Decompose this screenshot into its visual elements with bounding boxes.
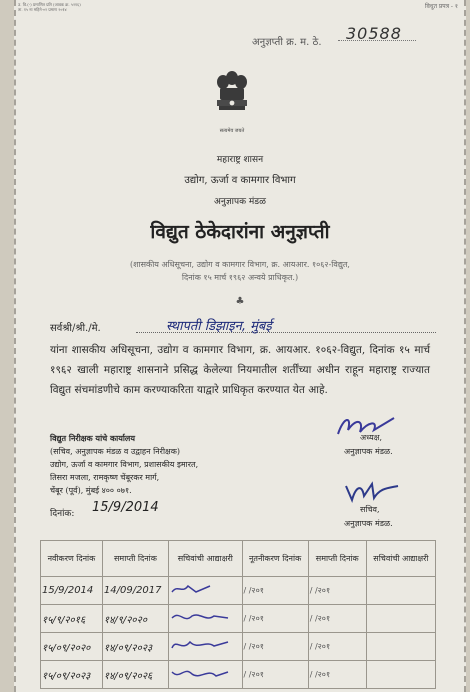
form-number: विधुत प्रपत्र - १ bbox=[424, 3, 458, 10]
initials-signature bbox=[170, 666, 230, 680]
secretary-initials-cell bbox=[169, 661, 242, 689]
top-left-note-line: ता. १५ ना महिने-०२ प्रमाण २०१४ bbox=[18, 7, 67, 12]
column-header: सचिवांची आद्याक्षरी bbox=[169, 541, 242, 577]
subtitle-line: (शासकीय अधिसूचना, उद्योग व कामगार विभाग, क्र. आयआर. १०६२-विद्युत, bbox=[130, 260, 350, 269]
date-label: दिनांक: bbox=[50, 509, 75, 519]
renewal-date-cell: / /२०१ bbox=[242, 661, 308, 689]
column-header: नूतनीकरण दिनांक bbox=[242, 541, 308, 577]
licensee-name: स्थापती डिझाइन, मुंबई bbox=[166, 319, 272, 334]
table-row bbox=[41, 577, 436, 605]
certificate-title: विद्युत ठेकेदारांना अनुज्ञप्ती bbox=[150, 221, 330, 243]
license-number-label: अनुज्ञप्ती क्र. म. ठे. bbox=[252, 37, 322, 48]
top-left-note bbox=[18, 2, 81, 12]
secretary-initials-cell bbox=[366, 633, 435, 661]
renewal-table bbox=[40, 540, 436, 689]
secretary-initials-cell bbox=[169, 577, 242, 605]
ornament-icon: ♣ bbox=[235, 296, 245, 307]
expiry-date-cell: / /२०१ bbox=[308, 633, 366, 661]
initials-signature bbox=[170, 610, 230, 624]
expiry-date-cell: / /२०१ bbox=[308, 661, 366, 689]
column-header: समाप्ती दिनांक bbox=[308, 541, 366, 577]
initials-signature bbox=[170, 638, 230, 652]
expiry-date-cell: / /२०१ bbox=[308, 577, 366, 605]
column-header: समाप्ती दिनांक bbox=[102, 541, 168, 577]
renewal-date-cell: १५/९/२०१६ bbox=[41, 605, 103, 633]
salutation: सर्वश्री/श्री./मे. bbox=[50, 323, 101, 334]
table-row bbox=[41, 605, 436, 633]
secretary-initials-cell bbox=[169, 605, 242, 633]
table-row bbox=[41, 633, 436, 661]
column-header: नवीकरण दिनांक bbox=[41, 541, 103, 577]
authorization-text: यांना शासकीय अधिसूचना, उद्योग व कामगार विभाग, क्र. आयआर. १०६२-विद्युत, दिनांक १५ मार्च १९६२ खाली महाराष्ट्र शासनाने प्रसिद्ध केलेल्या नियमातील शर्तींच्या अधीन राहून महाराष्ट्र राज्यात विद्युत संचमांडणीचे काम करण्याकरिता याद्वारे प्राधिकृत करण्यात येत आहे. bbox=[50, 344, 430, 396]
expiry-date-cell: १४/९/२०२० bbox=[102, 605, 168, 633]
top-left-note-line: उ. वि.(-) प्रमाणित प्रति (आवक क्र. ५२१६) bbox=[18, 2, 81, 7]
column-header: सचिवांची आद्याक्षरी bbox=[366, 541, 435, 577]
license-certificate bbox=[14, 0, 466, 692]
office-line: (सचिव, अनुज्ञापक मंडळ व उद्वाहन निरीक्षक) bbox=[50, 447, 181, 456]
renewal-date-cell: / /२०१ bbox=[242, 633, 308, 661]
office-address bbox=[50, 432, 198, 497]
board-name: अनुज्ञापक मंडळ bbox=[214, 197, 266, 207]
state-emblem-icon bbox=[212, 68, 252, 132]
secretary-title: सचिव, bbox=[360, 505, 380, 514]
secretary-initials-cell bbox=[366, 577, 435, 605]
office-line: तिसरा मजला, रामकृष्ण चेंबूरकर मार्ग, bbox=[50, 473, 160, 482]
secretary-initials-cell bbox=[169, 633, 242, 661]
renewal-date-cell: १५/०९/२०२३ bbox=[41, 661, 103, 689]
secretary-board: अनुज्ञापक मंडळ. bbox=[344, 519, 393, 528]
office-line: उद्योग, ऊर्जा व कामगार विभाग, प्रशासकीय इमारत, bbox=[50, 460, 199, 469]
expiry-date-cell: १४/०९/२०२३ bbox=[102, 633, 168, 661]
secretary-initials-cell bbox=[366, 605, 435, 633]
certificate-subtitle bbox=[16, 258, 464, 284]
renewal-date-cell: / /२०१ bbox=[242, 577, 308, 605]
table-row bbox=[41, 661, 436, 689]
renewal-table-header bbox=[41, 541, 436, 577]
secretary-signature bbox=[342, 478, 402, 506]
chairman-board: अनुज्ञापक मंडळ. bbox=[344, 447, 393, 456]
renewal-date-cell: / /२०१ bbox=[242, 605, 308, 633]
expiry-date-cell: १४/०९/२०२६ bbox=[102, 661, 168, 689]
initials-signature bbox=[170, 582, 218, 596]
department-name: उद्योग, ऊर्जा व कामगार विभाग bbox=[184, 175, 296, 186]
renewal-date-cell: 15/9/2014 bbox=[41, 577, 103, 605]
license-number-value: 30588 bbox=[346, 24, 402, 43]
secretary-initials-cell bbox=[366, 661, 435, 689]
government-name: महाराष्ट्र शासन bbox=[216, 155, 264, 165]
renewal-date-cell: १५/०९/२०२० bbox=[41, 633, 103, 661]
date-value: 15/9/2014 bbox=[92, 500, 159, 515]
office-line: चेंबूर (पूर्व), मुंबई ४०० ०७१. bbox=[50, 486, 132, 495]
chairman-title: अध्यक्ष, bbox=[360, 433, 383, 442]
expiry-date-cell: 14/09/2017 bbox=[102, 577, 168, 605]
emblem-motto: सत्यमेव जयते bbox=[219, 128, 245, 134]
expiry-date-cell: / /२०१ bbox=[308, 605, 366, 633]
office-heading: विद्युत निरीक्षक यांचे कार्यालय bbox=[50, 433, 135, 443]
subtitle-line: दिनांक १५ मार्च १९६२ अन्वये प्राधिकृत.) bbox=[181, 273, 299, 282]
